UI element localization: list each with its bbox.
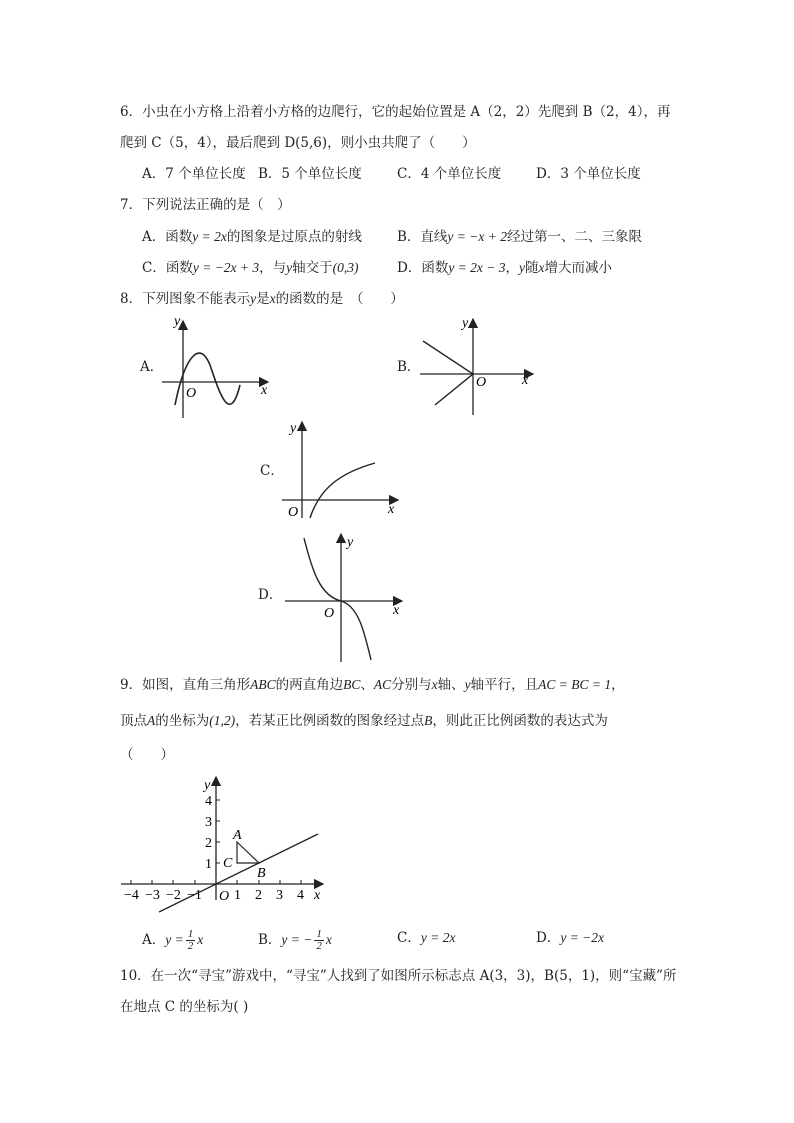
q8-label-c: C． [260,463,284,479]
q7-option-a: A．函数y = 2x的图象是过原点的射线 [142,229,362,245]
fraction-half: $\frac{1}{2}$ [316,928,322,952]
origin-label: O [186,386,197,401]
xtick-label: −1 [187,888,202,903]
xtick-label: −3 [145,888,160,903]
axis-x-label: x [522,373,529,388]
q6-option-c: C．4 个单位长度 [397,166,502,182]
q7-option-b: B．直线y = −x + 2经过第一、二、三象限 [397,229,642,245]
q6-option-a: A．7 个单位长度 [142,166,246,182]
xtick-label: 1 [234,888,241,903]
axis-y-label: y [462,316,469,331]
log-curve [310,463,375,518]
point-b-label: B [257,866,266,881]
xtick-label: 3 [276,888,283,903]
point-a-label: A [233,828,242,843]
q8-label-b: B． [397,359,421,375]
ytick-label: 4 [205,794,212,809]
xtick-label: −2 [166,888,181,903]
axis-y-label: y [174,314,181,329]
q6-line1: 6．小虫在小方格上沿着小方格的边爬行，它的起始位置是 A（2，2）先爬到 B（2，4），再 [120,104,671,120]
q8-graph-a [150,315,280,425]
q7-stem: 7．下列说法正确的是（ ） [120,197,291,213]
q10-line2: 在地点 C 的坐标为( ) [120,999,249,1015]
ytick-label: 1 [205,857,212,872]
q6-option-b: B．5 个单位长度 [258,166,362,182]
xtick-label: 4 [297,888,304,903]
cubic-curve [304,538,371,660]
q9-line1: 9．如图，直角三角形ABC的两直角边BC、AC分别与x轴、y轴平行，且AC = BC = 1， [120,677,625,693]
q9-option-c: C．y = 2x [397,930,456,946]
q7-option-c: C．函数y = −2x + 3，与y轴交于(0,3) [142,260,359,276]
q9-option-a: A．y = $\frac{1}{2}$ x [142,928,204,952]
q9-option-d: D．y = −2x [536,930,605,946]
q8-stem: 8．下列图象不能表示y是x的函数的是 （ ） [120,291,404,307]
q10-line1: 10．在一次“寻宝”游戏中，“寻宝”人找到了如图所示标志点 A(3，3)，B(5，1)，则“宝藏”所 [120,968,677,984]
q9-line2: 顶点A的坐标为(1,2)，若某正比例函数的图象经过点B，则此正比例函数的表达式为 [120,713,608,729]
q9-figure [115,775,340,920]
q8-graph-b [415,315,545,420]
ytick-label: 2 [205,836,212,851]
q8-label-a: A． [140,359,164,375]
axis-x-label: x [314,888,321,903]
axis-y-label: y [290,421,297,436]
origin-label: O [324,606,335,621]
axis-x-label: x [393,603,400,618]
q8-graph-d [280,530,410,665]
q8-graph-c [280,418,405,523]
point-c-label: C [223,856,233,871]
q9-answer-paren: （ ） [120,747,174,763]
axis-x-label: x [261,383,268,398]
axis-y-label: y [204,778,211,793]
ytick-label: 3 [205,815,212,830]
origin-label: O [288,505,299,520]
sine-curve [175,353,240,405]
triangle-abc [237,842,259,863]
fraction-half: $\frac{1}{2}$ [187,928,194,952]
xtick-label: 2 [255,888,262,903]
q9-option-b: B．y = − $\frac{1}{2}$ x [258,928,332,952]
origin-label: O [219,889,230,904]
axis-x-label: x [388,502,395,517]
q8-label-d: D． [258,587,283,603]
q6-option-d: D．3 个单位长度 [536,166,641,182]
origin-label: O [476,375,487,390]
q7-option-d: D．函数y = 2x − 3，y随x增大而减小 [397,260,613,276]
xtick-label: −4 [124,888,139,903]
v-lines [423,341,473,405]
axis-y-label: y [347,535,354,550]
q6-line2: 爬到 C（5，4），最后爬到 D(5,6)，则小虫共爬了（ ） [120,135,476,151]
